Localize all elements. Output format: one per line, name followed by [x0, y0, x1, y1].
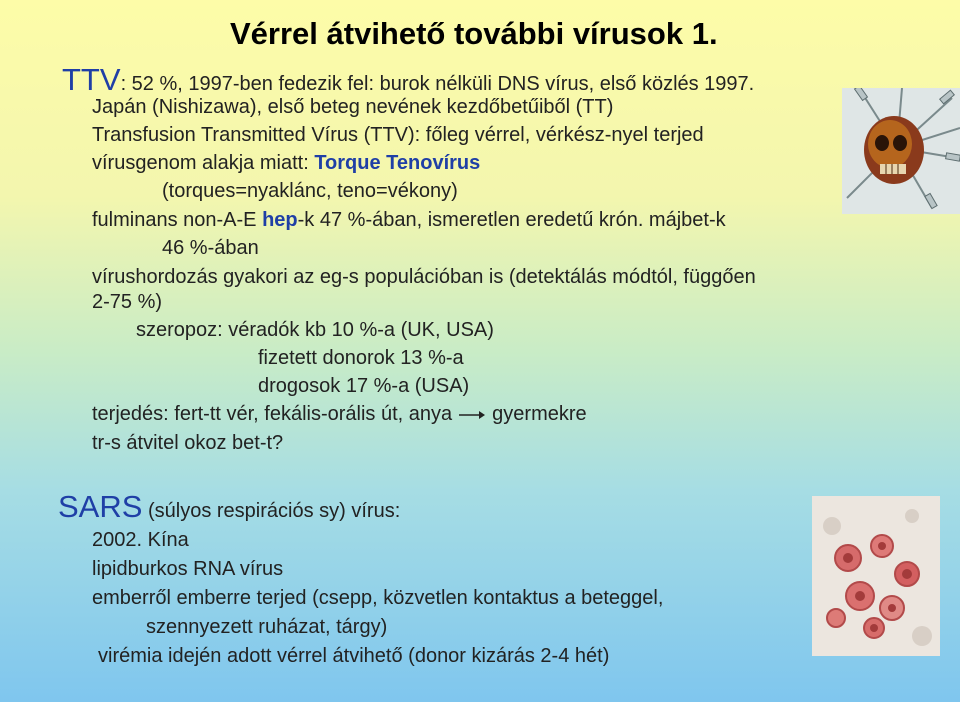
- ttv-line-7: vírushordozás gyakori az eg-s populációban is (detektálás módtól, függően: [92, 266, 756, 288]
- ttv-line-11: drogosok 17 %-a (USA): [258, 375, 470, 397]
- skull-syringe-image: [842, 88, 960, 214]
- ttv-line-5-pre: fulminans non-A-E: [92, 209, 263, 231]
- ttv-line-5-post: -k 47 %-ában, ismeretlen eredetű krón. májbet-k: [297, 209, 726, 231]
- ttv-line-6: 46 %-ában: [162, 237, 259, 259]
- ttv-abbr: TTV: [62, 62, 121, 97]
- ttv-intro-line: [62, 62, 754, 98]
- sars-line-2: lipidburkos RNA vírus: [92, 558, 284, 580]
- sars-line-4: szennyezett ruházat, tárgy): [146, 616, 388, 638]
- ttv-line-12-post: gyermekre: [492, 403, 587, 425]
- sars-line-5: virémia idején adott vérrel átvihető (donor kizárás 2-4 hét): [98, 645, 610, 667]
- ttv-line-10: fizetett donorok 13 %-a: [258, 347, 464, 369]
- ttv-line-9: szeropoz: véradók kb 10 %-a (UK, USA): [136, 319, 494, 341]
- sars-intro-text: (súlyos respirációs sy) vírus:: [142, 500, 401, 522]
- ttv-line-1: Japán (Nishizawa), első beteg nevének kezdőbetűiből (TT): [92, 96, 614, 118]
- ttv-intro-text: : 52 %, 1997-ben fedezik fel: burok nélküli DNS vírus, első közlés 1997.: [120, 73, 755, 95]
- sars-intro-line: [58, 489, 400, 525]
- sars-virus-micrograph-image: [812, 496, 940, 656]
- torque-tenovirus-term: Torque Tenovírus: [314, 152, 481, 174]
- ttv-line-12-pre: terjedés: fert-tt vér, fekális-orális út, anya: [92, 403, 453, 425]
- page-title: Vérrel átvihető további vírusok 1.: [230, 16, 718, 51]
- sars-line-1: 2002. Kína: [92, 529, 189, 551]
- hep-term: hep: [262, 209, 298, 231]
- ttv-line-3-text: vírusgenom alakja miatt:: [92, 152, 315, 174]
- sars-abbr: SARS: [58, 489, 143, 524]
- ttv-line-3: [92, 151, 480, 175]
- ttv-line-12: [92, 402, 587, 426]
- ttv-line-2: Transfusion Transmitted Vírus (TTV): főleg vérrel, vérkész-nyel terjed: [92, 124, 704, 146]
- right-arrow-icon: [458, 409, 486, 421]
- sars-line-3: emberről emberre terjed (csepp, közvetlen kontaktus a beteggel,: [92, 587, 664, 609]
- ttv-line-5: [92, 208, 726, 232]
- ttv-line-13: tr-s átvitel okoz bet-t?: [92, 432, 284, 454]
- ttv-line-4: (torques=nyaklánc, teno=vékony): [162, 180, 458, 202]
- ttv-line-8: 2-75 %): [92, 291, 163, 313]
